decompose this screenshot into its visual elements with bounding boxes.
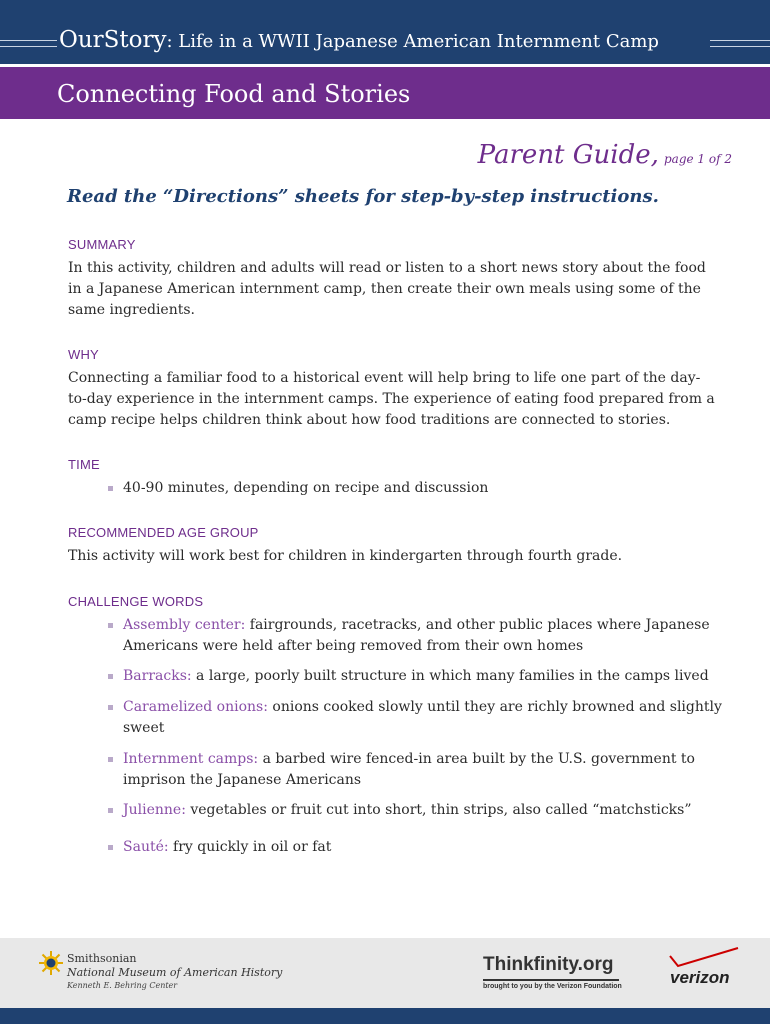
challenge-definition: onions cooked slowly until they are richly browned and slightly sweet <box>123 699 722 736</box>
banner-rule-left <box>0 40 60 41</box>
thinkfinity-tagline: brought to you by the Verizon Foundation <box>483 983 622 990</box>
brand-name: OurStory <box>59 27 167 53</box>
verizon-check-icon <box>668 946 740 970</box>
challenge-definition: a large, poorly built structure in which many families in the camps lived <box>191 668 709 684</box>
bullet-icon <box>108 486 113 491</box>
banner-rule-right-2 <box>710 46 770 47</box>
age-group-text: This activity will work best for children in kindergarten through fourth grade. <box>68 548 623 564</box>
page-indicator: page 1 of 2 <box>664 152 732 166</box>
challenge-definition: fry quickly in oil or fat <box>168 839 332 855</box>
bullet-icon <box>108 674 113 679</box>
time-item: 40-90 minutes, depending on recipe and discussion <box>123 480 489 496</box>
bullet-icon <box>108 808 113 813</box>
challenge-term: Sauté: <box>123 839 169 855</box>
directions-note: Read the “Directions” sheets for step-by-step instructions. <box>67 186 659 207</box>
challenge-word-item <box>123 800 723 821</box>
challenge-word-item <box>123 837 723 858</box>
why-heading: WHY <box>68 347 99 362</box>
footer-bottom-bar <box>0 1008 770 1024</box>
smithsonian-sun-icon <box>38 950 64 976</box>
challenge-definition: vegetables or fruit cut into short, thin strips, also called “matchsticks” <box>185 802 692 818</box>
challenge-word-item <box>123 697 723 739</box>
challenge-word-item <box>123 749 723 791</box>
challenge-term: Internment camps: <box>123 751 259 767</box>
challenge-words-heading: CHALLENGE WORDS <box>68 594 204 609</box>
banner-rule-left-2 <box>0 46 60 47</box>
challenge-word-item <box>123 615 723 657</box>
page-title: Connecting Food and Stories <box>57 80 411 108</box>
verizon-logo: verizon <box>670 968 730 987</box>
guide-title: Parent Guide, <box>477 140 659 170</box>
summary-heading: SUMMARY <box>68 237 136 252</box>
bullet-icon <box>108 845 113 850</box>
museum-name: National Museum of American History <box>67 966 283 979</box>
challenge-term: Caramelized onions: <box>123 699 268 715</box>
guide-heading <box>478 140 732 170</box>
smithsonian-name: Smithsonian <box>67 952 137 965</box>
banner-subtitle: : Life in a WWII Japanese American Internment Camp <box>166 31 659 52</box>
thinkfinity-rule <box>483 979 619 981</box>
bullet-icon <box>108 757 113 762</box>
banner-title <box>57 27 661 61</box>
thinkfinity-logo: Thinkfinity.org <box>483 954 614 975</box>
center-name: Kenneth E. Behring Center <box>67 981 178 990</box>
challenge-term: Barracks: <box>123 668 192 684</box>
bullet-icon <box>108 623 113 628</box>
challenge-definition: fairgrounds, racetracks, and other public places where Japanese Americans were held after being removed from their own homes <box>123 617 710 654</box>
challenge-word-item <box>123 666 723 687</box>
challenge-definition: a barbed wire fenced-in area built by the U.S. government to imprison the Japanese Americans <box>123 751 695 788</box>
challenge-term: Julienne: <box>123 802 186 818</box>
summary-text: In this activity, children and adults will read or listen to a short news story about the food in a Japanese American internment camp, then create their own meals using some of the same ingredients. <box>68 260 706 318</box>
age-group-heading: RECOMMENDED AGE GROUP <box>68 525 259 540</box>
challenge-term: Assembly center: <box>123 617 246 633</box>
banner-rule-right <box>710 40 770 41</box>
time-heading: TIME <box>68 457 100 472</box>
why-text: Connecting a familiar food to a historical event will help bring to life one part of the day-to-day experience in the internment camps. The experience of eating food prepared from a camp recipe helps children think about how food traditions are connected to stories. <box>68 370 715 428</box>
bullet-icon <box>108 705 113 710</box>
